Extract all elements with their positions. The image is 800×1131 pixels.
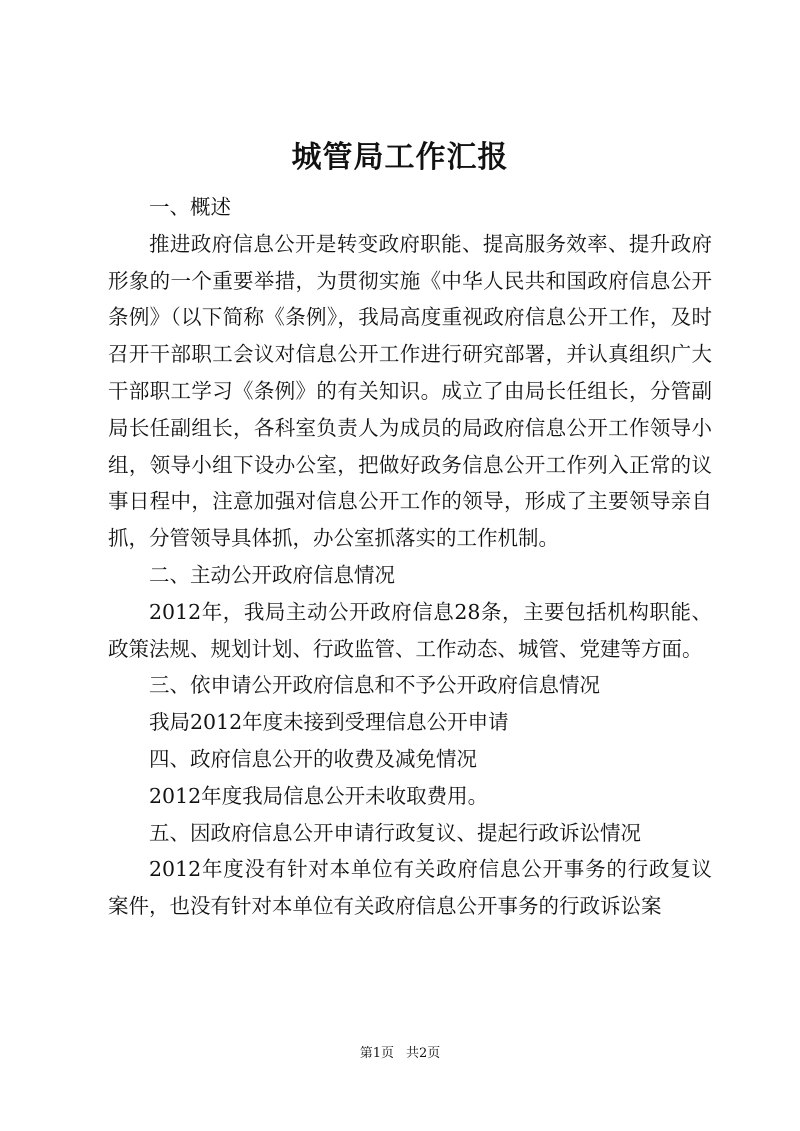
paragraph-reconsideration-litigation: 2012年度没有针对本单位有关政府信息公开事务的行政复议案件，也没有针对本单位有关政府信息公开事务的行政诉讼案 bbox=[108, 857, 712, 919]
section-heading-proactive-disclosure: 二、主动公开政府信息情况 bbox=[149, 562, 395, 587]
paragraph-proactive-disclosure: 2012年，我局主动公开政府信息28条，主要包括机构职能、政策法规、规划计划、行政监管、工作动态、城管、党建等方面。 bbox=[108, 599, 712, 661]
page-number: 第1页 bbox=[359, 1046, 394, 1061]
section-heading-overview: 一、概述 bbox=[149, 195, 231, 219]
section-heading-application-disclosure: 三、依申请公开政府信息和不予公开政府信息情况 bbox=[149, 673, 600, 698]
document-body bbox=[108, 189, 712, 925]
total-pages: 共2页 bbox=[406, 1046, 441, 1061]
paragraph-fees: 2012年度我局信息公开未收取费用。 bbox=[149, 783, 489, 808]
paragraph-overview: 推进政府信息公开是转变政府职能、提高服务效率、提升政府形象的一个重要举措，为贯彻实施《中华人民共和国政府信息公开条例》（以下简称《条例》，我局高度重视政府信息公开工作，及时召开干部职工会议对信息公开工作进行研究部署，并认真组织广大干部职工学习《条例》的有关知识。成立了由局长任组长，分管副局长任副组长，各科室负责人为成员的局政府信息公开工作领导小组，领导小组下设办公室，把做好政务信息公开工作列入正常的议事日程中，注意加强对信息公开工作的领导，形成了主要领导亲自抓，分管领导具体抓，办公室抓落实的工作机制。 bbox=[108, 231, 712, 551]
section-heading-reconsideration-litigation: 五、因政府信息公开申请行政复议、提起行政诉讼情况 bbox=[149, 820, 641, 845]
section-heading-fees: 四、政府信息公开的收费及减免情况 bbox=[149, 746, 477, 771]
document-title: 城管局工作汇报 bbox=[291, 140, 509, 175]
paragraph-application-disclosure: 我局2012年度未接到受理信息公开申请 bbox=[149, 710, 509, 735]
page-footer bbox=[0, 1045, 800, 1063]
